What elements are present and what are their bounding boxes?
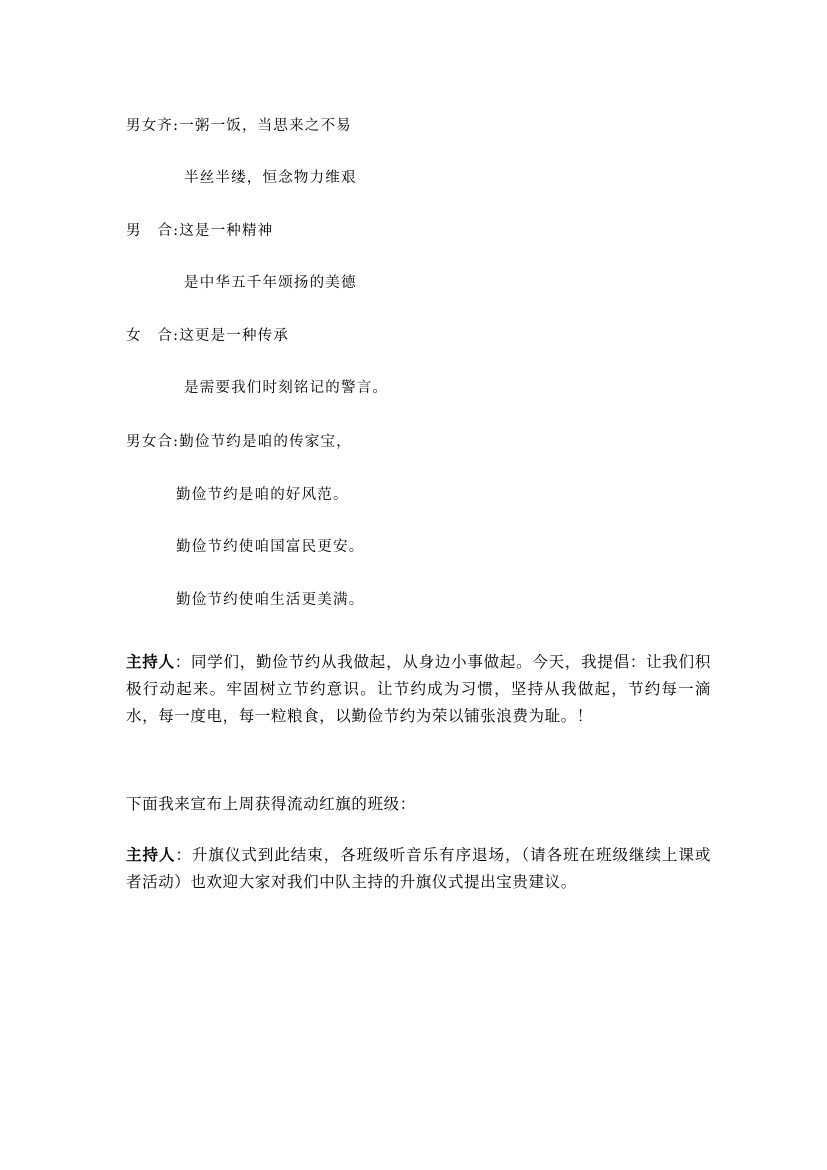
poem-line-3 <box>126 221 273 241</box>
speaker-label: 男女合: <box>126 434 180 450</box>
line-text: 勤俭节约是咱的好风范。 <box>176 487 349 503</box>
announcement <box>126 791 711 818</box>
announcement-text: 下面我来宣布上周获得流动红旗的班级： <box>126 795 416 813</box>
poem-line-8 <box>176 485 349 505</box>
poem-line-7 <box>126 432 352 452</box>
host-speech-2 <box>126 842 711 896</box>
poem-line-10 <box>176 590 364 610</box>
line-text: 勤俭节约使咱国富民更安。 <box>176 539 365 555</box>
poem-line-4 <box>184 273 357 293</box>
poem-line-1 <box>126 116 352 136</box>
speaker-label: 女 合: <box>126 328 180 344</box>
line-text: 半丝半缕，恒念物力维艰 <box>184 170 357 186</box>
host-speech-1 <box>126 649 711 730</box>
poem-line-9 <box>176 537 364 557</box>
host-label: 主持人 <box>126 846 176 864</box>
host-speech-text: ：同学们，勤俭节约从我做起，从身边小事做起。今天，我提倡：让我们积极行动起来。牢固树立节约意识。让节约成为习惯，坚持从我做起，节约每一滴水，每一度电，每一粒粮食，以勤俭节约为荣以铺张浪费为耻。！ <box>126 653 711 725</box>
poem-line-2 <box>184 168 357 188</box>
host-label: 主持人 <box>126 653 175 671</box>
line-text: 一粥一饭，当思来之不易 <box>179 118 352 134</box>
line-text: 这是一种精神 <box>179 223 274 239</box>
line-text: 这更是一种传承 <box>179 328 290 344</box>
line-text: 是中华五千年颂扬的美德 <box>184 275 357 291</box>
poem-line-5 <box>126 326 289 346</box>
speaker-label: 男女齐: <box>126 118 180 134</box>
poem-line-6 <box>184 378 388 398</box>
host-speech-text: ：升旗仪式到此结束，各班级听音乐有序退场，（请各班在班级继续上课或者活动）也欢迎大家对我们中队主持的升旗仪式提出宝贵建议。 <box>126 846 711 891</box>
line-text: 勤俭节约使咱生活更美满。 <box>176 592 365 608</box>
speaker-label: 男 合: <box>126 223 180 239</box>
line-text: 是需要我们时刻铭记的警言。 <box>184 380 389 396</box>
line-text: 勤俭节约是咱的传家宝， <box>179 434 352 450</box>
